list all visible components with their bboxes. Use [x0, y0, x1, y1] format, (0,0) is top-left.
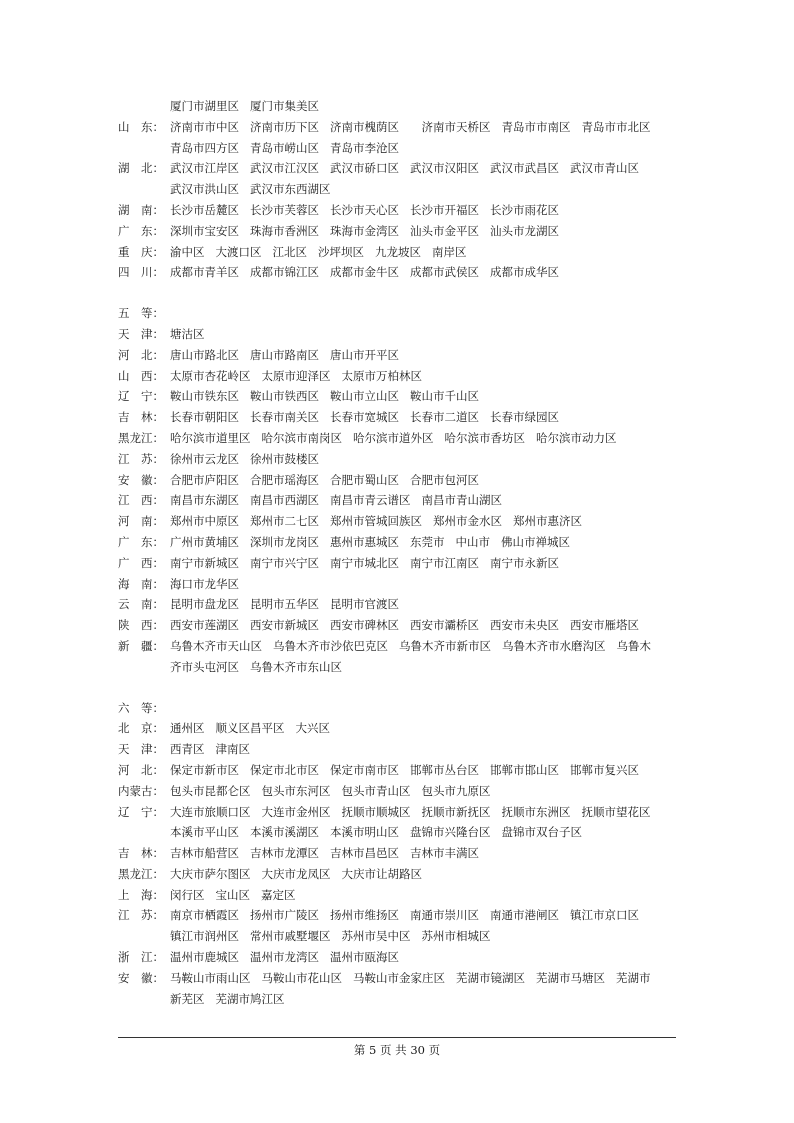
district-item: 鞍山市铁西区: [250, 389, 319, 404]
district-item: 南宁市兴宁区: [250, 555, 319, 570]
region-line: [118, 739, 678, 760]
district-item: 新芜区: [170, 991, 205, 1006]
district-list: [170, 657, 678, 678]
district-item: 乌鲁木齐市沙依巴克区: [273, 638, 388, 653]
province-label: 辽 宁：: [118, 804, 164, 819]
district-list: [170, 345, 678, 366]
district-item: 南宁市永新区: [490, 555, 559, 570]
district-item: 郑州市二七区: [250, 514, 319, 529]
district-list: [170, 511, 678, 532]
district-item: 马鞍山市花山区: [261, 970, 342, 985]
district-item: 长春市宽城区: [330, 410, 399, 425]
district-item: 长沙市岳麓区: [170, 202, 239, 217]
district-item: 成都市成华区: [490, 265, 559, 280]
region-line: [118, 138, 678, 159]
district-item: 佛山市禅城区: [501, 534, 570, 549]
district-list: [170, 449, 678, 470]
district-item: 温州市瓯海区: [330, 950, 399, 965]
district-item: 长沙市天心区: [330, 202, 399, 217]
district-item: 吉林市丰满区: [410, 846, 479, 861]
district-list: [170, 926, 678, 947]
district-item: 鞍山市立山区: [330, 389, 399, 404]
district-item: 武汉市硚口区: [330, 161, 399, 176]
region-line: [118, 324, 678, 345]
district-list: [170, 989, 678, 1010]
page-footer: 第 5 页 共 30 页: [353, 1043, 441, 1057]
district-item: 芜湖市马塘区: [536, 970, 605, 985]
province-label: 内蒙古：: [118, 783, 164, 798]
district-item: 昆明市盘龙区: [170, 597, 239, 612]
district-item: 南宁市城北区: [330, 555, 399, 570]
district-item: 顺义区昌平区: [215, 721, 285, 736]
province-label: 山 西：: [118, 368, 164, 383]
province-label: 河 北：: [118, 347, 164, 362]
province-label: 河 北：: [118, 762, 164, 777]
district-item: 东莞市: [410, 534, 445, 549]
district-item: 鞍山市铁东区: [170, 389, 239, 404]
district-list: [170, 636, 678, 657]
district-item: 温州市龙湾区: [250, 950, 319, 965]
region-line: [118, 158, 678, 179]
district-item: 哈尔滨市南岗区: [261, 430, 342, 445]
district-list: [170, 158, 678, 179]
district-item: 镇江市润州区: [170, 929, 239, 944]
province-label: 辽 宁：: [118, 389, 164, 404]
district-item: 汕头市龙湖区: [490, 223, 559, 238]
district-item: 邯郸市复兴区: [570, 762, 639, 777]
district-item: 马鞍山市金家庄区: [353, 970, 445, 985]
district-item: 合肥市瑶海区: [250, 472, 319, 487]
district-item: 成都市青羊区: [170, 265, 239, 280]
province-label: 重 庆：: [118, 244, 164, 259]
district-item: 西安市新城区: [250, 618, 319, 633]
province-label: 天 津：: [118, 326, 164, 341]
region-line: [118, 947, 678, 968]
region-line: [118, 574, 678, 595]
district-item: 齐市头屯河区: [170, 659, 239, 674]
district-list: [170, 864, 678, 885]
district-item: 抚顺市新抚区: [421, 804, 491, 819]
region-line: [118, 553, 678, 574]
district-list: [170, 594, 678, 615]
district-list: [170, 885, 678, 906]
district-item: 嘉定区: [261, 887, 296, 902]
district-item: 九龙坡区: [375, 244, 421, 259]
district-item: 珠海市香洲区: [250, 223, 319, 238]
province-label: [118, 926, 170, 947]
region-line: [118, 449, 678, 470]
district-list: [170, 407, 678, 428]
district-item: 青岛市市南区: [501, 119, 571, 134]
district-item: 盘锦市兴隆台区: [410, 825, 491, 840]
district-item: 汕头市金平区: [410, 223, 479, 238]
district-item: 大庆市萨尔图区: [170, 866, 251, 881]
district-item: 南昌市西湖区: [250, 493, 319, 508]
footer-divider: [118, 1037, 676, 1038]
district-item: 苏州市相城区: [421, 929, 491, 944]
district-item: 温州市鹿城区: [170, 950, 239, 965]
district-item: 长沙市开福区: [410, 202, 479, 217]
district-item: 唐山市路北区: [170, 347, 239, 362]
district-item: 武汉市东西湖区: [250, 182, 331, 197]
district-list: [170, 428, 678, 449]
province-label: 广 东：: [118, 223, 164, 238]
district-item: 保定市北市区: [250, 762, 319, 777]
district-item: 郑州市中原区: [170, 514, 239, 529]
district-item: 郑州市管城回族区: [330, 514, 422, 529]
district-item: 保定市南市区: [330, 762, 399, 777]
district-item: 南昌市东湖区: [170, 493, 239, 508]
region-line: [118, 781, 678, 802]
region-line: [118, 926, 678, 947]
district-list: [170, 905, 678, 926]
region-line: [118, 407, 678, 428]
district-item: 芜湖市: [616, 970, 651, 985]
province-label: 江 苏：: [118, 908, 164, 923]
district-item: 包头市东河区: [261, 783, 331, 798]
province-label: 江 苏：: [118, 451, 164, 466]
province-label: [118, 96, 170, 117]
district-item: 包头市青山区: [341, 783, 411, 798]
region-line: [118, 511, 678, 532]
district-item: 乌鲁木齐市水磨沟区: [502, 638, 606, 653]
district-item: 海口市龙华区: [170, 576, 239, 591]
district-list: [170, 221, 678, 242]
province-label: 安 徽：: [118, 970, 164, 985]
district-item: 长春市南关区: [250, 410, 319, 425]
district-list: [170, 117, 678, 138]
district-item: 昆明市五华区: [250, 597, 319, 612]
province-label: 陕 西：: [118, 618, 164, 633]
district-list: [170, 200, 678, 221]
district-list: [170, 553, 678, 574]
region-line: [118, 885, 678, 906]
district-list: [170, 138, 678, 159]
region-line: [118, 657, 678, 678]
district-item: 抚顺市顺城区: [341, 804, 411, 819]
district-item: 吉林市昌邑区: [330, 846, 399, 861]
district-item: 惠州市惠城区: [330, 534, 399, 549]
district-item: 武汉市洪山区: [170, 182, 239, 197]
district-item: 太原市迎泽区: [261, 368, 331, 383]
district-item: 乌鲁木: [616, 638, 651, 653]
province-label: 山 东：: [118, 119, 164, 134]
province-label: 云 南：: [118, 597, 164, 612]
district-item: 渝中区: [170, 244, 205, 259]
district-item: 保定市新市区: [170, 762, 239, 777]
region-line: [118, 615, 678, 636]
district-item: 乌鲁木齐市天山区: [170, 638, 262, 653]
province-label: [118, 989, 170, 1010]
region-line: [118, 760, 678, 781]
province-label: 北 京：: [118, 721, 164, 736]
district-list: [170, 760, 678, 781]
province-label: 湖 南：: [118, 202, 164, 217]
region-line: [118, 490, 678, 511]
province-label: [118, 657, 170, 678]
district-item: 镇江市京口区: [570, 908, 639, 923]
district-list: [170, 490, 678, 511]
district-item: 济南市市中区: [170, 119, 239, 134]
province-label: 吉 林：: [118, 410, 164, 425]
district-item: 合肥市蜀山区: [330, 472, 399, 487]
district-item: 深圳市宝安区: [170, 223, 239, 238]
district-list: [170, 968, 678, 989]
province-label: 广 东：: [118, 534, 164, 549]
district-item: 徐州市鼓楼区: [250, 451, 319, 466]
region-line: [118, 179, 678, 200]
district-item: 鞍山市千山区: [410, 389, 479, 404]
district-list: [170, 781, 678, 802]
district-list: [170, 739, 678, 760]
district-item: 乌鲁木齐市新市区: [399, 638, 491, 653]
district-item: 邯郸市邯山区: [490, 762, 559, 777]
district-list: [170, 615, 678, 636]
district-item: 包头市九原区: [421, 783, 491, 798]
region-line: [118, 96, 678, 117]
grade-heading: 六 等：: [118, 700, 164, 715]
region-line: [118, 428, 678, 449]
region-line: [118, 532, 678, 553]
district-item: 大连市金州区: [261, 804, 331, 819]
district-item: 青岛市四方区: [170, 140, 239, 155]
district-list: [170, 718, 678, 739]
district-item: 武汉市江汉区: [250, 161, 319, 176]
district-item: 哈尔滨市道外区: [353, 430, 434, 445]
district-item: 包头市昆都仑区: [170, 783, 251, 798]
district-item: 大连市旅顺口区: [170, 804, 251, 819]
district-item: 抚顺市东洲区: [501, 804, 571, 819]
region-line: [118, 905, 678, 926]
region-line: [118, 968, 678, 989]
district-item: 津南区: [215, 742, 250, 757]
district-item: 通州区: [170, 721, 205, 736]
district-item: 成都市金牛区: [330, 265, 399, 280]
region-line: [118, 117, 678, 138]
district-item: 扬州市维扬区: [330, 908, 399, 923]
district-item: 西安市雁塔区: [570, 618, 639, 633]
district-item: 哈尔滨市道里区: [170, 430, 251, 445]
district-item: 南岸区: [432, 244, 467, 259]
district-item: 长沙市雨花区: [490, 202, 559, 217]
district-item: 大兴区: [295, 721, 330, 736]
region-line: [118, 594, 678, 615]
region-line: [118, 345, 678, 366]
section-spacer: [118, 283, 678, 303]
district-list: [170, 822, 678, 843]
district-item: 武汉市江岸区: [170, 161, 239, 176]
region-line: [118, 242, 678, 263]
district-list: [170, 96, 678, 117]
district-item: 济南市槐荫区: [330, 119, 399, 134]
district-item: 武汉市汉阳区: [410, 161, 479, 176]
grade-heading: 五 等：: [118, 306, 164, 321]
district-item: 长春市朝阳区: [170, 410, 239, 425]
district-item: 长春市二道区: [410, 410, 479, 425]
district-item: 大庆市龙凤区: [261, 866, 331, 881]
district-item: 吉林市龙潭区: [250, 846, 319, 861]
region-line: [118, 718, 678, 739]
district-item: 西安市碑林区: [330, 618, 399, 633]
district-item: 徐州市云龙区: [170, 451, 239, 466]
district-item: 昆明市官渡区: [330, 597, 399, 612]
district-item: 长沙市芙蓉区: [250, 202, 319, 217]
district-item: 青岛市崂山区: [250, 140, 319, 155]
district-item: 马鞍山市雨山区: [170, 970, 251, 985]
district-item: 济南市天桥区: [410, 119, 491, 134]
district-item: 南昌市青山湖区: [421, 493, 502, 508]
province-label: 黑龙江：: [118, 866, 164, 881]
district-item: 芜湖市镜湖区: [456, 970, 525, 985]
district-item: 南昌市青云谱区: [330, 493, 411, 508]
district-item: 武汉市武昌区: [490, 161, 559, 176]
district-item: 沙坪坝区: [318, 244, 364, 259]
district-list: [170, 262, 678, 283]
district-item: 苏州市吴中区: [341, 929, 411, 944]
region-line: [118, 989, 678, 1010]
region-line: [118, 470, 678, 491]
document-body: [118, 96, 678, 1009]
region-line: [118, 636, 678, 657]
district-list: [170, 470, 678, 491]
district-item: 本溪市明山区: [330, 825, 399, 840]
district-item: 长春市绿园区: [490, 410, 559, 425]
district-list: [170, 574, 678, 595]
district-list: [170, 532, 678, 553]
province-label: 安 徽：: [118, 472, 164, 487]
district-item: 抚顺市望花区: [581, 804, 651, 819]
district-item: 广州市黄埔区: [170, 534, 239, 549]
region-line: [118, 262, 678, 283]
district-item: 郑州市惠济区: [513, 514, 582, 529]
district-list: [170, 802, 678, 823]
province-label: 海 南：: [118, 576, 164, 591]
district-item: 武汉市青山区: [570, 161, 639, 176]
province-label: 江 西：: [118, 493, 164, 508]
district-item: 扬州市广陵区: [250, 908, 319, 923]
district-item: 南宁市新城区: [170, 555, 239, 570]
district-item: 南通市港闸区: [490, 908, 559, 923]
district-item: 江北区: [272, 244, 307, 259]
district-list: [170, 947, 678, 968]
district-item: 西青区: [170, 742, 205, 757]
region-line: [118, 386, 678, 407]
province-label: 新 疆：: [118, 638, 164, 653]
section-spacer: [118, 678, 678, 698]
province-label: 吉 林：: [118, 846, 164, 861]
district-item: 济南市历下区: [250, 119, 319, 134]
district-list: [170, 366, 678, 387]
district-item: 乌鲁木齐市东山区: [250, 659, 342, 674]
region-line: [118, 843, 678, 864]
district-item: 吉林市船营区: [170, 846, 239, 861]
district-item: 南通市崇川区: [410, 908, 479, 923]
district-list: [170, 179, 678, 200]
district-item: 闵行区: [170, 887, 205, 902]
district-item: 青岛市李沧区: [330, 140, 399, 155]
district-item: 西安市未央区: [490, 618, 559, 633]
district-item: 常州市戚墅堰区: [250, 929, 331, 944]
region-line: [118, 864, 678, 885]
district-item: 大渡口区: [215, 244, 262, 259]
province-label: 河 南：: [118, 514, 164, 529]
region-line: [118, 221, 678, 242]
district-item: 唐山市路南区: [250, 347, 319, 362]
district-item: 合肥市包河区: [410, 472, 479, 487]
district-item: 塘沽区: [170, 326, 205, 341]
district-item: 西安市莲湖区: [170, 618, 239, 633]
district-item: 本溪市平山区: [170, 825, 239, 840]
district-item: 唐山市开平区: [330, 347, 399, 362]
province-label: 湖 北：: [118, 161, 164, 176]
region-line: [118, 200, 678, 221]
district-item: 中山市: [455, 534, 490, 549]
district-list: [170, 843, 678, 864]
province-label: [118, 138, 170, 159]
district-item: 南宁市江南区: [410, 555, 479, 570]
district-list: [170, 386, 678, 407]
district-item: 大庆市让胡路区: [341, 866, 422, 881]
district-item: 宝山区: [215, 887, 250, 902]
district-item: 郑州市金水区: [433, 514, 502, 529]
district-item: 哈尔滨市动力区: [536, 430, 617, 445]
district-item: 厦门市集美区: [250, 99, 319, 113]
district-item: 太原市杏花岭区: [170, 368, 251, 383]
district-item: 青岛市市北区: [581, 119, 651, 134]
district-item: 成都市武侯区: [410, 265, 479, 280]
district-list: [170, 324, 678, 345]
region-line: [118, 366, 678, 387]
province-label: 上 海：: [118, 887, 164, 902]
district-item: 芜湖市鸠江区: [215, 991, 285, 1006]
district-list: [170, 242, 678, 263]
province-label: [118, 179, 170, 200]
district-item: 南京市栖霞区: [170, 908, 239, 923]
district-item: 邯郸市丛台区: [410, 762, 479, 777]
district-item: 西安市灞桥区: [410, 618, 479, 633]
district-item: 合肥市庐阳区: [170, 472, 239, 487]
district-item: 哈尔滨市香坊区: [444, 430, 525, 445]
district-item: 珠海市金湾区: [330, 223, 399, 238]
province-label: [118, 822, 170, 843]
district-item: 厦门市湖里区: [170, 99, 239, 113]
province-label: 黑龙江：: [118, 430, 164, 445]
district-item: 成都市锦江区: [250, 265, 319, 280]
region-line: [118, 802, 678, 823]
province-label: 广 西：: [118, 555, 164, 570]
district-item: 深圳市龙岗区: [250, 534, 319, 549]
province-label: 浙 江：: [118, 950, 164, 965]
province-label: 天 津：: [118, 742, 164, 757]
region-line: [118, 822, 678, 843]
district-item: 本溪市溪湖区: [250, 825, 319, 840]
district-item: 太原市万柏林区: [341, 368, 422, 383]
district-item: 盘锦市双台子区: [501, 825, 582, 840]
province-label: 四 川：: [118, 265, 164, 280]
